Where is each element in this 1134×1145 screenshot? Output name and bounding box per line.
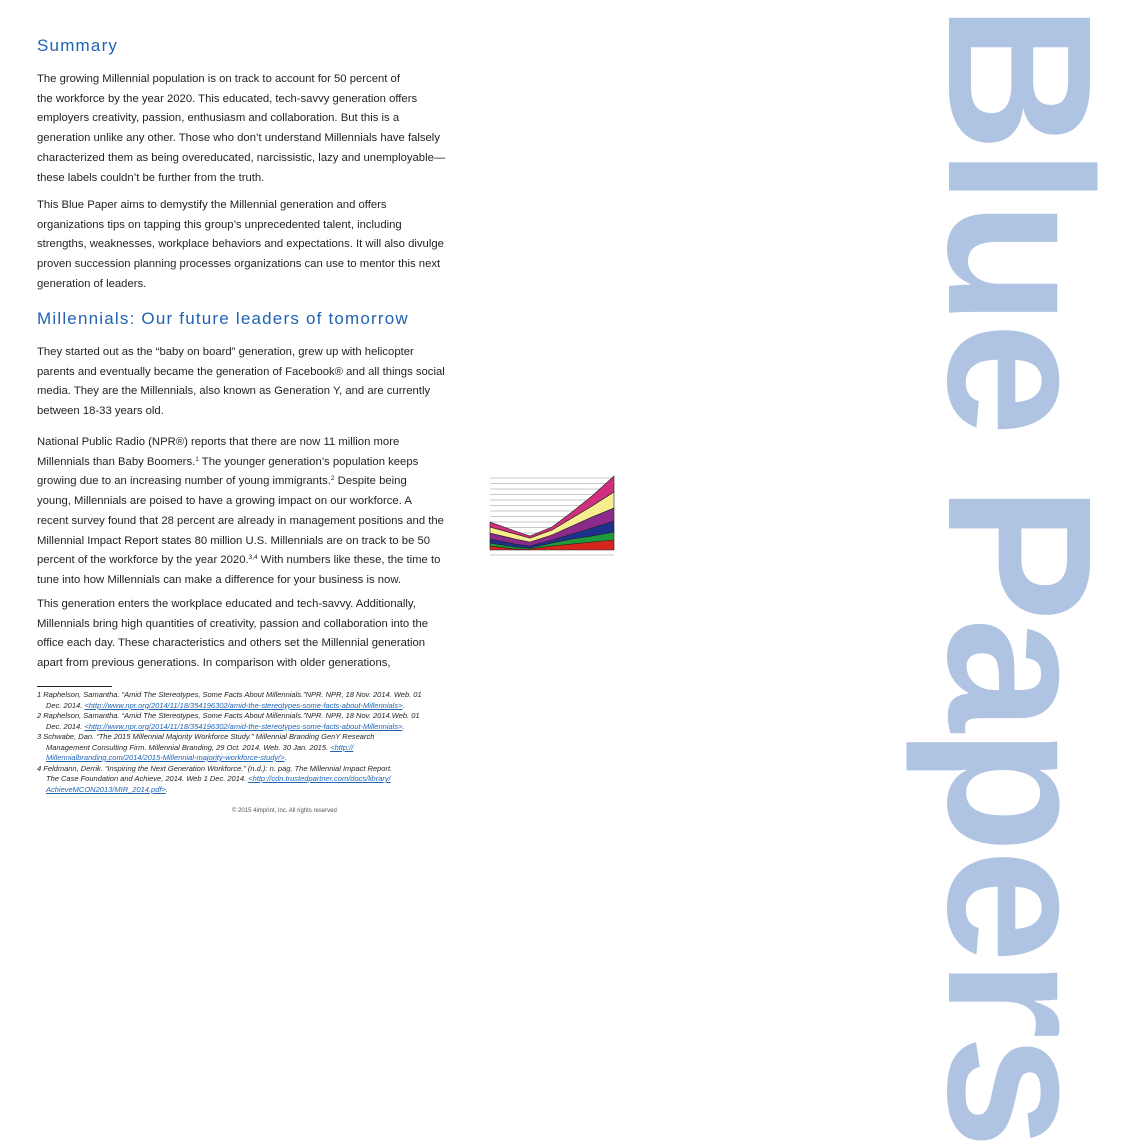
blue-papers-wordmark: Blue Papers bbox=[905, 4, 1134, 1145]
millennials-paragraph-3: This generation enters the workplace educated and tech-savvy. Additionally, Millennials bring high quantities of creativity, passion and collaboration into the office each day. These characteristics and others set the Millennial generation apart from previous generations. In comparison with older generations, bbox=[37, 598, 429, 670]
summary-paragraph-1: The growing Millennial population is on track to account for 50 percent of the workforce by the year 2020. This educated, tech-savvy generation offers employers creativity, passion, enthusiasm and collaboration. But this is a generation unlike any other. Those who don’t understand Millennials have falsely characterized them as being overeducated, narcissistic, lazy and unemployable— these labels couldn’t be further from the truth. bbox=[37, 73, 446, 184]
chart-bands bbox=[490, 476, 614, 550]
footnote-2: 2 Raphelson, Samantha. “Amid The Stereotypes, Some Facts About Millennials.”NPR. NPR, 18 Nov. 2014.Web. 01 bbox=[37, 711, 420, 720]
summary-heading: Summary bbox=[37, 36, 119, 55]
footnote-3-link[interactable]: <http:// bbox=[330, 742, 354, 752]
brand-sidebar bbox=[480, 0, 1134, 1145]
decorative-area-chart bbox=[490, 470, 614, 554]
footnote-2-link[interactable]: <http://www.npr.org/2014/11/18/354196302/amid-the-stereotypes-some-facts-about-Millennials> bbox=[84, 721, 403, 731]
footnote-1: 1 Raphelson, Samantha. “Amid The Stereotypes, Some Facts About Millennials.”NPR. NPR, 18 Nov. 2014. Web. 01 bbox=[37, 690, 422, 699]
footnote-3-link-cont[interactable]: Millennialbranding.com/2014/2015-Millennial-majority-workforce-study/> bbox=[46, 753, 285, 762]
footnote-4-link-cont[interactable]: AchieveMCON2013/MIR_2014.pdf> bbox=[46, 784, 166, 794]
summary-paragraph-2: This Blue Paper aims to demystify the Millennial generation and offers organizations tips on tapping this group’s unprecedented talent, including strengths, weaknesses, workplace behaviors and expectations. It will also divulge proven succession planning processes organizations can use to mentor this next generation of leaders. bbox=[37, 199, 444, 290]
millennials-heading: Millennials: Our future leaders of tomorrow bbox=[37, 309, 409, 328]
millennials-paragraph-1: They started out as the “baby on board” generation, grew up with helicopter parents and eventually became the generation of Facebook® and all things social media. They are the Millennials, also known as Generation Y, and are currently between 18-33 years old. bbox=[37, 346, 445, 418]
footnote-1-link[interactable]: <http://www.npr.org/2014/11/18/354196302/amid-the-stereotypes-some-facts-about-Millennials> bbox=[84, 700, 403, 710]
copyright: © 2015 4imprint, Inc. All rights reserved bbox=[232, 808, 337, 814]
footnote-4-link[interactable]: <http://cdn.trustedpartner.com/docs/library/ bbox=[248, 774, 391, 783]
footnotes: 1 Raphelson, Samantha. “Amid The Stereotypes, Some Facts About Millennials.”NPR. NPR, 18 Nov. 2014. Web. 01 Dec. 2014. <http://www.npr.org/2014/11/18/354196302/amid-the-stereotypes-some-facts-about-Millennials>. 2 Raphelson, Samantha. “Amid The Stereotypes, Some Facts About Millennials.”NPR. NPR, 18 Nov. 2014.Web. 01 Dec. 2014. <http://www.npr.org/2014/11/18/354196302/amid-the-stereotypes-some-facts-about-Millennials>. 3 Schwabe, Dan. “The 2015 Millennial Majority Workforce Study.” Millennial Branding GenY Research Management Consulting Firm. Millennial Branding, 29 Oct. 2014. Web. 30 Jan. 2015. <http:// Millennialbranding.com/2014/2015-Millennial-majority-workforce-study/>. 4 Feldmann, Derrik. “Inspiring the Next Generation Workforce.” (n.d.): n. pag. The Millennial Impact Report. The Case Foundation and Achieve, 2014. Web 1 Dec. 2014. <http://cdn.trustedpartner.com/docs/library/ AchieveMCON2013/MIR_2014.pdf>. bbox=[37, 690, 487, 795]
footnote-ref-1: 1 bbox=[195, 455, 199, 463]
footnote-divider bbox=[37, 686, 112, 687]
footnote-ref-3-4: 3,4 bbox=[248, 554, 258, 562]
footnote-ref-2: 2 bbox=[330, 475, 335, 483]
footnote-3: 3 Schwabe, Dan. “The 2015 Millennial Majority Workforce Study.” Millennial Branding GenY Research bbox=[37, 732, 375, 741]
footnote-4: 4 Feldmann, Derrik. “Inspiring the Next Generation Workforce.” (n.d.): n. pag. The Millennial Impact Report. bbox=[37, 763, 393, 773]
millennials-paragraph-2: National Public Radio (NPR®) reports that there are now 11 million more Millennials than Baby Boomers.$^1$ The younger generation’s population keeps growing due to an increasing number of young immigrants.$^2$ Despite being young, Millennials are poised to have a growing impact on our workforce. A recent survey found that 28 percent are already in management positions and the Millennial Impact Report states 80 million U.S. Millennials are on track to be 50 percent of the workforce by the year 2020.$^{3,4}$ With numbers like these, the time to tune into how Millennials can make a difference for your business is now. bbox=[37, 436, 444, 586]
